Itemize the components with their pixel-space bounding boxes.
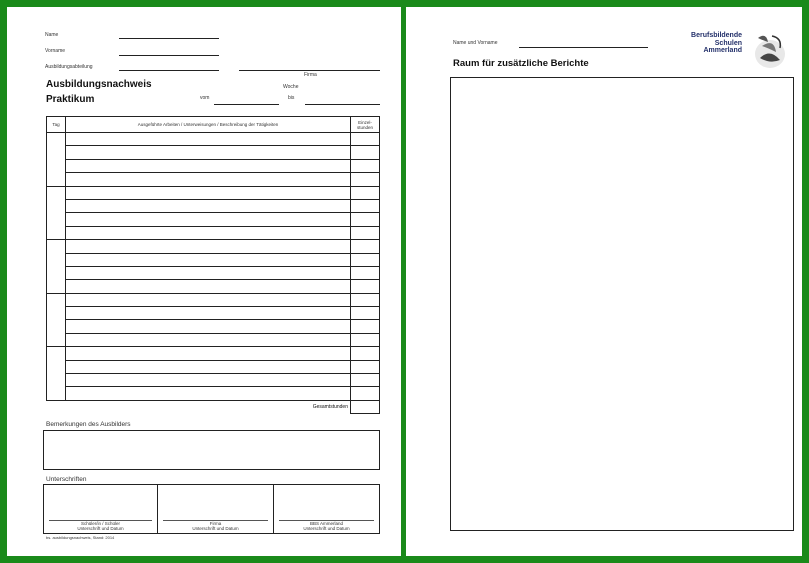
right-heading: Raum für zusätzliche Berichte <box>453 58 589 69</box>
table-row <box>47 186 380 199</box>
school-logo-icon <box>748 30 788 70</box>
von-label: vom <box>200 95 210 101</box>
hours-cell[interactable] <box>351 133 380 146</box>
table-row <box>47 333 380 346</box>
hours-cell[interactable] <box>351 320 380 333</box>
activity-cell[interactable] <box>66 266 351 279</box>
day-cell[interactable] <box>47 293 66 347</box>
activity-cell[interactable] <box>66 173 351 186</box>
table-row <box>47 240 380 253</box>
hours-cell[interactable] <box>351 307 380 320</box>
hours-cell[interactable] <box>351 226 380 239</box>
sig-firma-sublabel: Unterschrift und Datum <box>192 526 239 531</box>
table-row <box>47 293 380 306</box>
sig-student-sublabel: Unterschrift und Datum <box>77 526 124 531</box>
day-cell[interactable] <box>47 186 66 240</box>
table-row <box>47 146 380 159</box>
col-hours-header: Einzel-stunden <box>351 117 380 133</box>
col-tag-header: Tag <box>47 117 66 133</box>
hours-cell[interactable] <box>351 253 380 266</box>
name-vorname-field[interactable] <box>519 47 648 48</box>
logo-line1: Berufsbildende <box>691 32 742 39</box>
remarks-label: Bemerkungen des Ausbilders <box>46 421 131 428</box>
hours-cell[interactable] <box>351 199 380 212</box>
table-header-row <box>47 117 380 133</box>
hours-cell[interactable] <box>351 173 380 186</box>
left-page <box>7 7 401 556</box>
table-row <box>47 173 380 186</box>
col-activity-header: Ausgeführte Arbeiten / Unterweisungen / Beschreibung der Tätigkeiten <box>66 117 351 133</box>
hours-cell[interactable] <box>351 266 380 279</box>
activity-cell[interactable] <box>66 213 351 226</box>
hours-cell[interactable] <box>351 186 380 199</box>
activity-cell[interactable] <box>66 320 351 333</box>
activity-cell[interactable] <box>66 186 351 199</box>
signature-bbs[interactable] <box>274 485 379 533</box>
sig-firma-label: Firma <box>209 521 222 526</box>
logo-line3: Ammerland <box>703 47 742 54</box>
activity-table <box>46 116 380 414</box>
ausbildungsabteilung-label: Ausbildungsabteilung <box>45 64 93 70</box>
table-row <box>47 253 380 266</box>
hours-cell[interactable] <box>351 146 380 159</box>
hours-cell[interactable] <box>351 360 380 373</box>
activity-cell[interactable] <box>66 333 351 346</box>
day-cell[interactable] <box>47 240 66 294</box>
table-row <box>47 307 380 320</box>
hours-cell[interactable] <box>351 387 380 400</box>
school-logo-text <box>668 32 742 55</box>
total-row <box>47 400 380 413</box>
von-field[interactable] <box>214 104 279 105</box>
signature-student[interactable] <box>44 485 158 533</box>
bis-label: bis <box>288 95 295 101</box>
signatures-label: Unterschriften <box>46 476 87 483</box>
firma-label: Firma <box>304 72 317 78</box>
name-field[interactable] <box>119 38 219 39</box>
table-row <box>47 199 380 212</box>
day-cell[interactable] <box>47 347 66 401</box>
table-row <box>47 387 380 400</box>
title-line2: Praktikum <box>46 94 95 105</box>
activity-cell[interactable] <box>66 280 351 293</box>
gesamtstunden-cell[interactable] <box>351 400 380 413</box>
activity-cell[interactable] <box>66 374 351 387</box>
table-row <box>47 266 380 279</box>
title-line1: Ausbildungsnachweis <box>46 79 152 90</box>
sig-bbs-sublabel: Unterschrift und Datum <box>303 526 350 531</box>
table-row <box>47 226 380 239</box>
logo-line2: Schulen <box>714 39 742 47</box>
activity-cell[interactable] <box>66 240 351 253</box>
table-row <box>47 280 380 293</box>
gesamtstunden-label: Gesamtstunden <box>312 404 348 411</box>
activity-cell[interactable] <box>66 226 351 239</box>
hours-cell[interactable] <box>351 374 380 387</box>
footer-text: bs. ausbildungsnachweis, Stand: 2014 <box>46 535 115 540</box>
activity-cell[interactable] <box>66 253 351 266</box>
table-row <box>47 360 380 373</box>
signatures-box <box>43 484 380 534</box>
table-row <box>47 347 380 360</box>
hours-cell[interactable] <box>351 347 380 360</box>
day-cell[interactable] <box>47 133 66 187</box>
bis-field[interactable] <box>305 104 380 105</box>
woche-label: Woche <box>283 84 299 90</box>
hours-cell[interactable] <box>351 159 380 172</box>
vorname-field[interactable] <box>119 55 219 56</box>
signature-firma[interactable] <box>158 485 274 533</box>
table-row <box>47 213 380 226</box>
hours-cell[interactable] <box>351 333 380 346</box>
activity-cell[interactable] <box>66 360 351 373</box>
sig-bbs-label: BBS Ammerland <box>309 521 343 526</box>
vorname-label: Vorname <box>45 48 66 54</box>
right-page <box>406 7 802 556</box>
activity-cell[interactable] <box>66 307 351 320</box>
ausbildungsabteilung-field[interactable] <box>119 70 219 71</box>
activity-cell[interactable] <box>66 387 351 400</box>
table-row <box>47 159 380 172</box>
sig-student-label: Schüler/in / Schüler <box>80 521 121 526</box>
activity-cell[interactable] <box>66 347 351 360</box>
hours-cell[interactable] <box>351 293 380 306</box>
hours-cell[interactable] <box>351 213 380 226</box>
remarks-box[interactable] <box>43 430 380 470</box>
name-label: Name <box>45 32 59 38</box>
activity-cell[interactable] <box>66 133 351 146</box>
table-row <box>47 374 380 387</box>
activity-cell[interactable] <box>66 146 351 159</box>
report-area[interactable] <box>450 77 794 531</box>
activity-cell[interactable] <box>66 159 351 172</box>
table-row <box>47 320 380 333</box>
table-row <box>47 133 380 146</box>
activity-cell[interactable] <box>66 293 351 306</box>
hours-cell[interactable] <box>351 240 380 253</box>
name-vorname-label: Name und Vorname <box>453 40 498 46</box>
firma-field[interactable] <box>239 70 380 71</box>
hours-cell[interactable] <box>351 280 380 293</box>
activity-cell[interactable] <box>66 199 351 212</box>
